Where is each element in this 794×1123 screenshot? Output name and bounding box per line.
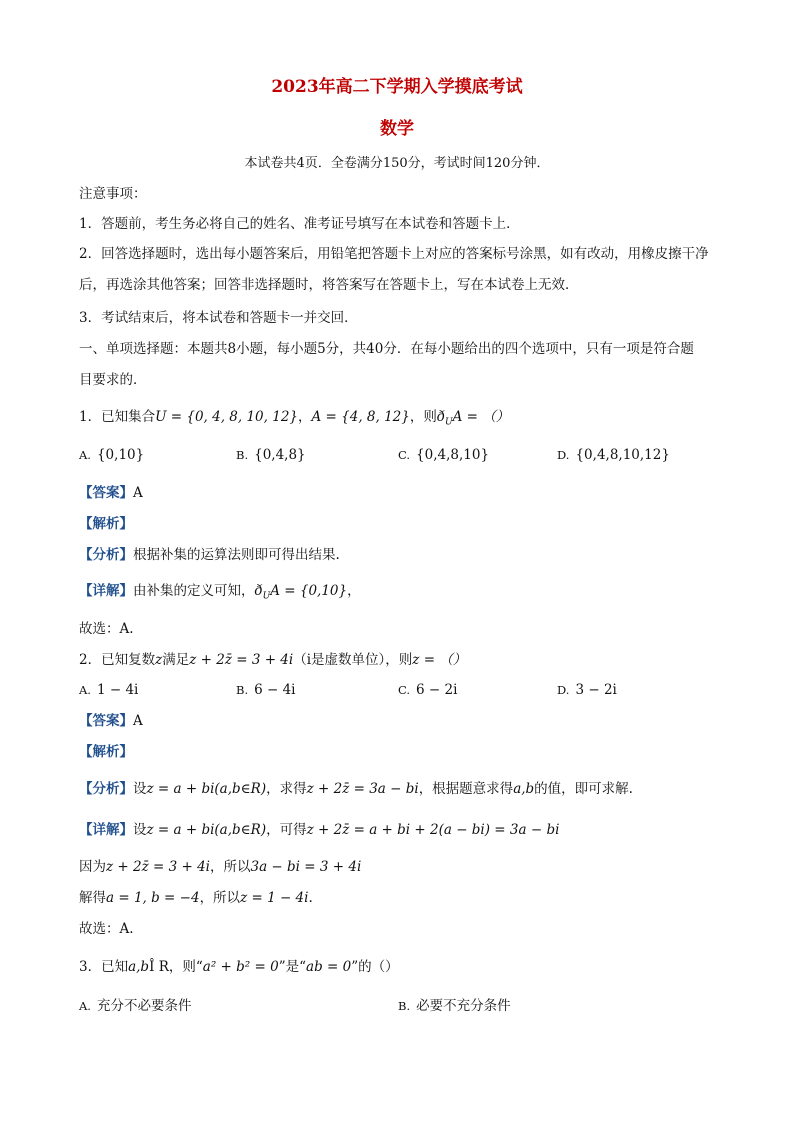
q2-l3-b: ，所以 xyxy=(199,890,241,906)
q1-answer xyxy=(79,484,143,502)
exam-title: 2023年高二下学期入学摸底考试 xyxy=(271,77,523,97)
q3-stem-mid: ，则“ xyxy=(168,959,203,975)
q2-xj-m2: z + 2z̄ = a + bi + 2(a − bi) = 3a − bi xyxy=(306,822,560,838)
q2-z: z xyxy=(155,652,163,668)
q2-fenxi-m3: a,b xyxy=(513,781,535,797)
q2-fenxi-m1: z = a + bi(a,b∈R) xyxy=(146,781,267,797)
q1-option-b xyxy=(236,447,306,463)
q2-fenxi-tag: 【分析】 xyxy=(79,781,133,797)
q2-guxuan: 故选：A. xyxy=(79,921,134,937)
q1-guxuan: 故选：A. xyxy=(79,621,134,637)
q1-option-c-text: {0,4,8,10} xyxy=(416,447,490,463)
q2-jiexi xyxy=(79,743,133,761)
q1-option-a xyxy=(79,447,144,463)
q1-xiangjie-math: A = {0,10} xyxy=(270,583,348,599)
q2-option-a-label: A. xyxy=(79,683,91,697)
notes-heading: 注意事项： xyxy=(79,186,147,202)
q2-option-c-label: C. xyxy=(398,683,411,697)
q3-option-b-text: 必要不充分条件 xyxy=(416,998,511,1014)
note-2-line-1: 2．回答选择题时，选出每小题答案后，用铅笔把答题卡上对应的答案标号涂黑，如有改动，用橡皮擦干净 xyxy=(79,246,709,262)
note-2-line-2: 后，再选涂其他答案；回答非选择题时，将答案写在答题卡上，写在本试卷上无效． xyxy=(79,277,579,293)
q2-equation: z + 2z̄ = 3 + 4i xyxy=(189,652,294,668)
q3-symbol: Î xyxy=(149,959,155,975)
q2-l2-b: ，所以 xyxy=(210,859,251,875)
q2-xj-a: 设 xyxy=(133,822,147,838)
q3-stem-mid2: ”是“ xyxy=(278,959,307,975)
q1-complement-tail: A = （） xyxy=(452,409,510,425)
note-3: 3．考试结束后，将本试卷和答题卡一并交回． xyxy=(79,310,358,326)
q3-option-a-label: A. xyxy=(79,999,91,1013)
q1-xiangjie-tag: 【详解】 xyxy=(79,583,133,599)
q1-set-u: U = {0, 4, 8, 10, 12} xyxy=(155,409,298,425)
q2-option-a-text: 1 − 4i xyxy=(96,682,139,698)
q2-xiangjie xyxy=(79,821,559,839)
q1-xiangjie-comp: ð xyxy=(254,583,263,599)
q2-xiangjie-tag: 【详解】 xyxy=(79,822,133,838)
q3-m2: a² + b² = 0 xyxy=(202,959,279,975)
note-1: 1．答题前，考生务必将自己的姓名、准考证号填写在本试卷和答题卡上． xyxy=(79,216,520,232)
q1-stem xyxy=(79,408,509,432)
q1-fenxi-text: 根据补集的运算法则即可得出结果. xyxy=(133,547,340,563)
q3-option-a xyxy=(79,994,191,1014)
q1-sep-2: ，则 xyxy=(409,409,437,425)
q1-answer-tag: 【答案】 xyxy=(79,485,133,501)
q1-xiangjie-comp-sub: U xyxy=(262,591,271,602)
q1-set-a: A = {4, 8, 12} xyxy=(311,409,410,425)
q2-xj-b: ，可得 xyxy=(266,822,307,838)
q2-answer-tag: 【答案】 xyxy=(79,713,133,729)
q2-l2-m2: 3a − bi = 3 + 4i xyxy=(250,859,362,875)
q2-option-b-label: B. xyxy=(236,683,249,697)
q3-option-b xyxy=(398,994,511,1014)
q2-fenxi-a: 设 xyxy=(133,781,147,797)
q1-xiangjie-pre: 由补集的定义可知， xyxy=(133,583,255,599)
q1-option-c-label: C. xyxy=(398,448,411,462)
q3-r: R xyxy=(158,959,169,975)
q2-option-a xyxy=(79,682,138,698)
q2-answer-value: A xyxy=(133,713,143,729)
q2-l2-m1: z + 2z̄ = 3 + 4i xyxy=(106,859,210,875)
q3-stem-pre: 3．已知 xyxy=(79,959,129,975)
q3-stem xyxy=(79,958,399,976)
q1-complement-sub: U xyxy=(444,417,453,428)
q3-m3: ab = 0 xyxy=(306,959,352,975)
q2-stem-tail: （i是虚数单位），则 xyxy=(293,652,413,668)
q2-fenxi-d: 的值，即可求解. xyxy=(534,781,633,797)
q3-stem-tail: ”的（） xyxy=(351,959,399,975)
q2-jiexi-tag: 【解析】 xyxy=(79,744,133,760)
q1-option-d-label: D. xyxy=(557,448,570,462)
q2-l3-a: 解得 xyxy=(79,890,106,906)
q2-stem-mid: 满足 xyxy=(162,652,190,668)
q2-option-c xyxy=(398,682,457,698)
section-1-line-2: 目要求的． xyxy=(79,372,147,388)
q2-option-b-text: 6 − 4i xyxy=(254,682,296,698)
q2-ask: z = （） xyxy=(412,652,467,668)
q1-jiexi-tag: 【解析】 xyxy=(79,516,133,532)
q1-option-c xyxy=(398,447,489,463)
q2-fenxi xyxy=(79,780,633,798)
q1-option-d-text: {0,4,8,10,12} xyxy=(575,447,670,463)
q1-option-a-label: A. xyxy=(79,448,91,462)
q2-line-2 xyxy=(79,858,361,876)
q1-fenxi xyxy=(79,546,340,564)
q2-stem-pre: 2．已知复数 xyxy=(79,652,156,668)
q1-option-a-text: {0,10} xyxy=(96,447,145,463)
q2-l2-a: 因为 xyxy=(79,859,106,875)
q1-xiangjie xyxy=(79,582,361,606)
q2-option-d-text: 3 − 2i xyxy=(575,682,617,698)
q1-sep-1: ， xyxy=(298,409,312,425)
q1-fenxi-tag: 【分析】 xyxy=(79,547,133,563)
q2-option-b xyxy=(236,682,296,698)
q1-xiangjie-tail: ， xyxy=(347,583,361,599)
q2-fenxi-b: ，求得 xyxy=(266,781,307,797)
q2-stem xyxy=(79,651,466,669)
q2-fenxi-m2: z + 2z̄ = 3a − bi xyxy=(306,781,419,797)
q2-option-d xyxy=(557,682,617,698)
q2-l3-m2: z = 1 − 4i xyxy=(240,890,309,906)
q3-option-b-label: B. xyxy=(398,999,411,1013)
q1-option-b-text: {0,4,8} xyxy=(254,447,306,463)
q1-answer-value: A xyxy=(133,485,143,501)
q2-xj-m1: z = a + bi(a,b∈R) xyxy=(146,822,267,838)
q1-option-b-label: B. xyxy=(236,448,249,462)
q3-option-a-text: 充分不必要条件 xyxy=(96,998,192,1014)
q2-l3-m1: a = 1, b = −4 xyxy=(106,890,200,906)
q3-m1: a,b xyxy=(128,959,150,975)
section-1-line-1: 一、单项选择题：本题共8小题，每小题5分，共40分．在每小题给出的四个选项中，只有一项是符合题 xyxy=(79,341,694,357)
subject-title: 数学 xyxy=(380,119,414,139)
q2-option-c-text: 6 − 2i xyxy=(416,682,458,698)
exam-info: 本试卷共4页．全卷满分150分，考试时间120分钟． xyxy=(244,156,550,171)
q1-option-d xyxy=(557,447,670,463)
q2-l3-c: . xyxy=(308,890,313,906)
q2-fenxi-c: ，根据题意求得 xyxy=(418,781,514,797)
q1-complement-symbol: ð xyxy=(436,409,445,425)
q1-stem-pre: 1．已知集合 xyxy=(79,409,156,425)
q2-option-d-label: D. xyxy=(557,683,570,697)
q1-jiexi xyxy=(79,515,133,533)
q2-line-3 xyxy=(79,889,313,907)
q2-answer xyxy=(79,712,143,730)
